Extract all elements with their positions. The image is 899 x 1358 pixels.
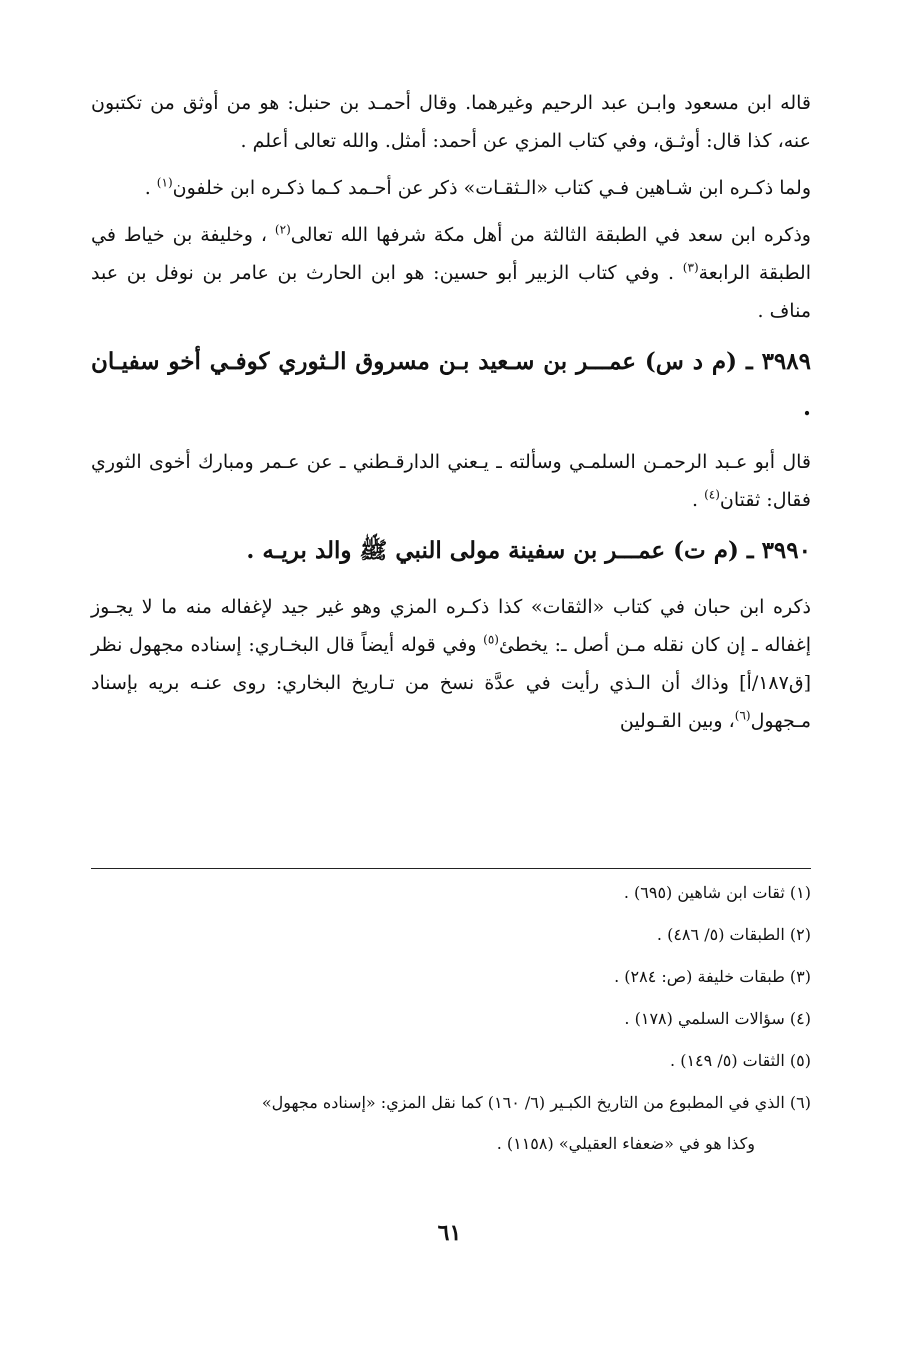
footnote-4: (٤) سؤالات السلمي (١٧٨) . <box>624 1009 811 1028</box>
paragraph-3 <box>91 216 811 330</box>
footnote-5: (٥) الثقات (٥/ ١٤٩) . <box>670 1051 811 1070</box>
paragraph-5 <box>91 588 811 740</box>
footnote-ref-2[interactable]: (٢) <box>274 222 291 237</box>
paragraph-5-text-c: ، وبين القـولين <box>619 710 735 732</box>
entry-heading-3990-text: ٣٩٩٠ ـ (م ت) عمـــر بن سفينة مولى النبي ﷺ والد بريـه . <box>246 537 811 564</box>
paragraph-3-text-a: وذكره ابن سعد في الطبقة الثالثة من أهل مكة شرفها الله تعالى <box>290 224 811 246</box>
entry-heading-3990 <box>91 528 811 574</box>
paragraph-4-text: قال أبو عـبد الرحمـن السلمـي وسألته ـ يـعني الدارقـطني ـ عن عـمر ومبارك أخوى الثوري فقال: ثقتان <box>91 451 811 511</box>
paragraph-1 <box>91 84 811 160</box>
footnote-ref-1[interactable]: (١) <box>156 175 173 190</box>
entry-heading-3989-text: ٣٩٨٩ ـ (م د س) عمـــر بن سـعيد بـن مسروق الـثوري كوفـي أخو سفيـان . <box>91 348 811 421</box>
footnote-1: (١) ثقات ابن شاهين (٦٩٥) . <box>623 883 811 902</box>
main-text <box>91 84 811 749</box>
paragraph-4 <box>91 443 811 519</box>
footnote-ref-5[interactable]: (٥) <box>483 632 499 647</box>
footnote-ref-6[interactable]: (٦) <box>734 708 751 723</box>
page-number: ٦١ <box>437 1220 462 1246</box>
footnote-6-continuation: وكذا هو في «ضعفاء العقيلي» (١١٥٨) . <box>496 1134 755 1153</box>
paragraph-4-end: . <box>691 489 705 511</box>
paragraph-2 <box>91 169 811 207</box>
footnote-6-text: (٦) الذي في المطبوع من التاريخ الكبـير (٦/ ١٦٠) كما نقل المزي: «إسناده مجهول» <box>261 1093 811 1112</box>
entry-heading-3989 <box>91 339 811 431</box>
footnote-ref-3[interactable]: (٣) <box>682 260 699 275</box>
paragraph-5-text-a: ذكره ابن حبان في كتاب «الثقات» كذا ذكـره المزي وهو غير جيد لإغفاله منه ما لا يجـوز إغفاله ـ إن كان نقله مـن أصل ـ: يخطئ <box>91 596 811 656</box>
footnote-3: (٣) طبقات خليفة (ص: ٢٨٤) . <box>614 967 811 986</box>
footnote-6 <box>91 1090 811 1156</box>
paragraph-3-text-c: . وفي كتاب الزبير أبو حسين: هو ابن الحارث بن عامر بن نوفل بن عبد مناف . <box>91 262 811 322</box>
paragraph-1-text: قاله ابن مسعود وابـن عبد الرحيم وغيرهما. وقال أحمـد بن حنبل: هو من أوثق من تكتبون عنه، كذا قال: أوثـق، وفي كتاب المزي عن أحمد: أمثل. والله تعالى أعلم . <box>91 92 811 152</box>
footnote-2: (٢) الطبقات (٥/ ٤٨٦) . <box>656 925 811 944</box>
footnote-ref-4[interactable]: (٤) <box>704 487 720 502</box>
paragraph-2-end: . <box>144 177 157 199</box>
paragraph-3-text-b: ، وخليفة بن خياط في الطبقة الرابعة <box>91 224 811 284</box>
footnote-divider <box>91 868 811 869</box>
paragraph-2-text: ولما ذكـره ابن شـاهين فـي كتاب «الـثقـات» ذكر عن أحـمد كـما ذكـره ابن خلفون <box>172 177 811 199</box>
paragraph-5-text-b: وفي قوله أيضاً قال البخـاري: إسناده مجهول نظر [ق١٨٧/أ] وذاك أن الـذي رأيت في عدَّة نسخ من تـاريخ البخاري: روى عنـه بريه بإسناد مـجهول <box>91 634 811 732</box>
footnotes <box>91 880 811 1173</box>
